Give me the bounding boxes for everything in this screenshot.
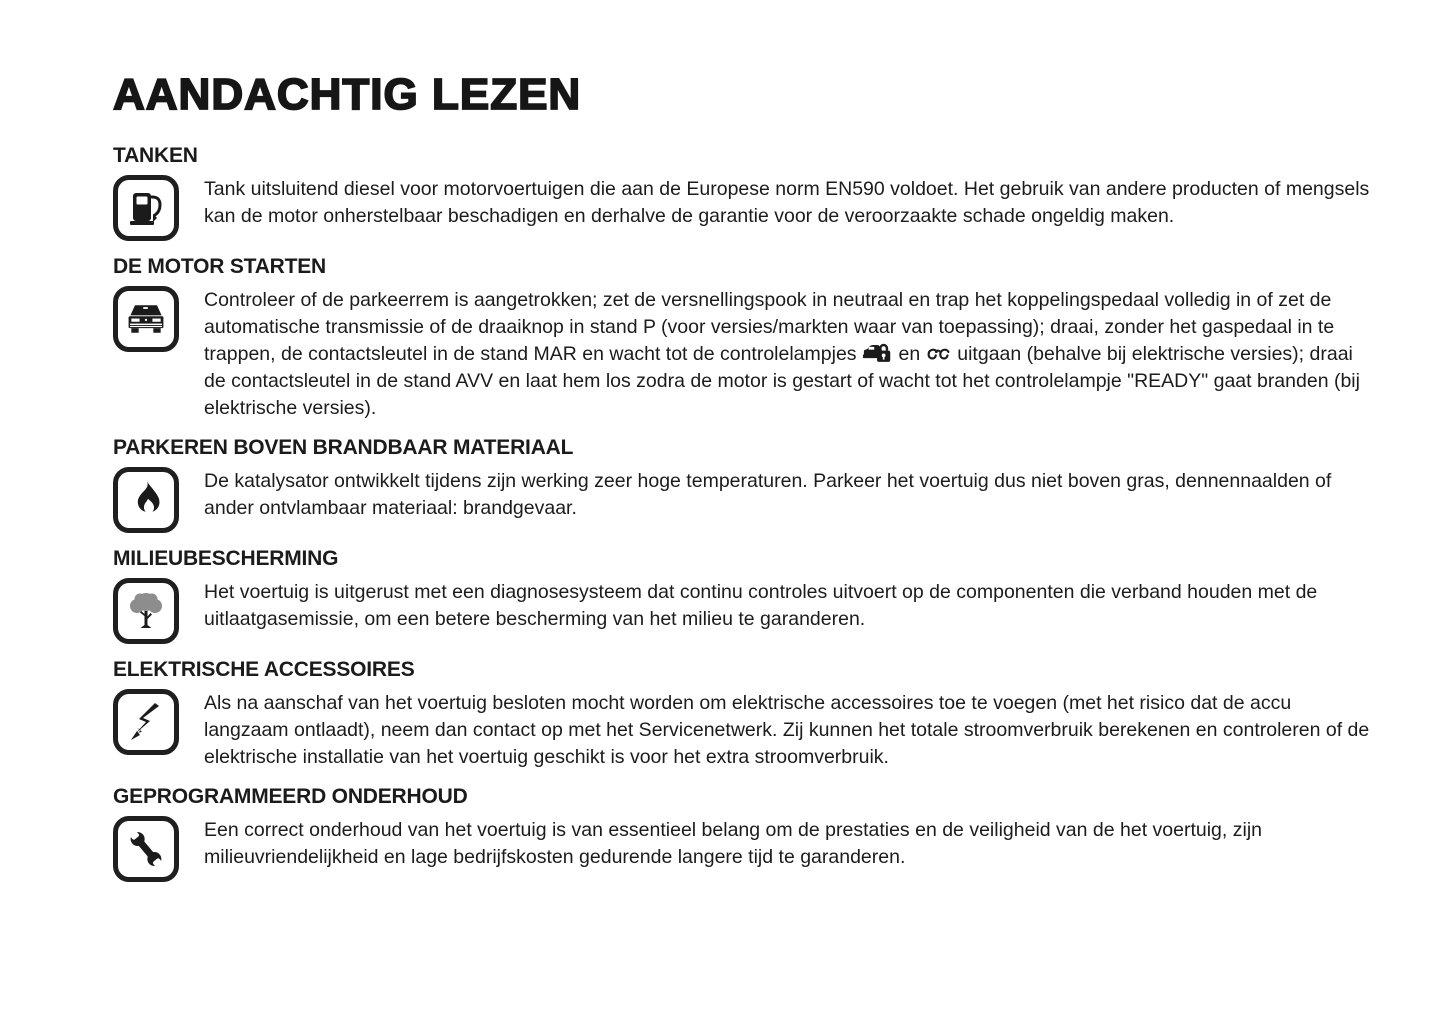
- section-heading-accessoires: ELEKTRISCHE ACCESSOIRES: [113, 658, 415, 681]
- wrench-icon: [113, 816, 179, 882]
- section-heading-milieu: MILIEUBESCHERMING: [113, 547, 339, 570]
- section-text-milieu: Het voertuig is uitgerust met een diagnosesysteem dat continu controles uitvoert op de componenten die verband houden met de uitlaatgasemissie, om een betere bescherming van het milieu te garanderen.: [204, 581, 1318, 630]
- section-heading-parkeren: PARKEREN BOVEN BRANDBAAR MATERIAAL: [113, 436, 574, 459]
- fuel-pump-icon: [113, 175, 179, 241]
- section-accessoires: [113, 658, 1377, 771]
- section-heading-motor-starten: DE MOTOR STARTEN: [113, 255, 327, 278]
- section-text-onderhoud: Een correct onderhoud van het voertuig is van essentieel belang om de prestaties en de veiligheid van de het voertuig, zijn milieuvriendelijkheid en lage bedrijfskosten gedurende langere tijd te garanderen.: [204, 819, 1262, 868]
- text-segment: en: [898, 343, 921, 365]
- glow-plug-warning-icon: [925, 347, 952, 364]
- section-motor-starten: [113, 255, 1377, 422]
- tree-icon: [113, 578, 179, 644]
- section-text-tanken: Tank uitsluitend diesel voor motorvoertuigen die aan de Europese norm EN590 voldoet. Het gebruik van andere producten of mengsels kan de motor onherstelbaar beschadigen en derhalve de garantie voor de veroorzaakte schade ongeldig maken.: [204, 178, 1370, 227]
- section-onderhoud: [113, 785, 1377, 882]
- section-heading-onderhoud: GEPROGRAMMEERD ONDERHOUD: [113, 785, 468, 808]
- lightning-bolt-icon: [113, 689, 179, 755]
- section-milieu: [113, 547, 1377, 644]
- section-heading-tanken: TANKEN: [113, 144, 198, 167]
- section-text-accessoires: Als na aanschaf van het voertuig besloten mocht worden om elektrische accessoires toe te voegen (met het risico dat de accu langzaam ontlaadt), neem dan contact op met het Servicenetwerk. Zij kunnen het totale stroomverbruik berekenen en controleren of de elektrische installatie van het voertuig geschikt is voor het extra stroomverbruik.: [204, 692, 1370, 768]
- section-text-motor-starten: [204, 286, 1377, 422]
- section-text-parkeren: De katalysator ontwikkelt tijdens zijn werking zeer hoge temperaturen. Parkeer het voertuig dus niet boven gras, dennennaalden of ander ontvlambaar materiaal: brandgevaar.: [204, 470, 1332, 519]
- section-parkeren: [113, 436, 1377, 533]
- car-front-icon: [113, 286, 179, 352]
- text-segment: uitgaan (behalve bij elektrische versies); draai de contactsleutel in de stand AVV en laat hem los zodra de motor is gestart of wacht tot het controlelampje "READY" gaat branden (bij elektrische versies).: [204, 343, 1360, 419]
- immobilizer-warning-icon: [862, 341, 894, 364]
- text-segment: Controleer of de parkeerrem is aangetrokken; zet de versnellingspook in neutraal en trap het koppelingspedaal volledig in of zet de automatische transmissie of de draaiknop in stand P (voor versies/markten waar van toepassing); draai, zonder het gaspedaal in te trappen, de contactsleutel in de stand MAR en wacht tot de controlelampjes: [204, 289, 1335, 365]
- flame-icon: [113, 467, 179, 533]
- section-tanken: [113, 144, 1377, 241]
- page-title: AANDACHTIG LEZEN: [113, 70, 582, 119]
